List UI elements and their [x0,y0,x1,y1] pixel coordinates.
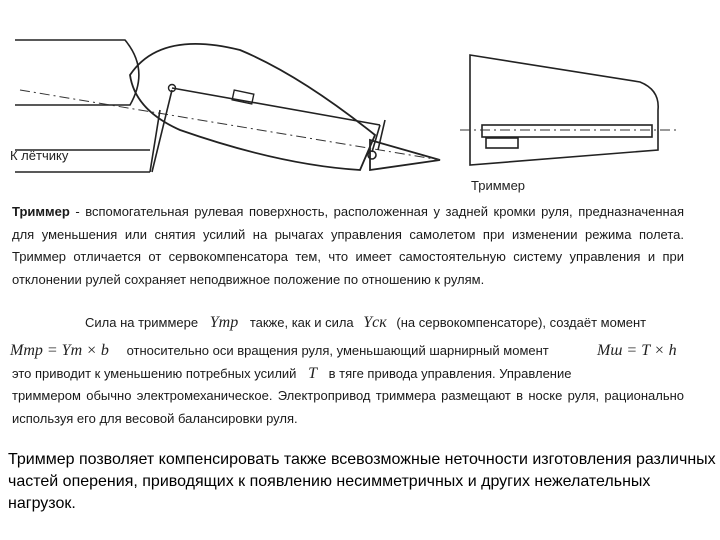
force-line [85,314,646,332]
m-tr-formula: Mтр = Yт × b [10,342,109,359]
definition-paragraph [12,201,684,291]
tail-section-view [470,55,658,165]
airfoil-outline [130,44,375,170]
trimmer-diagram [0,0,720,200]
force-part2: также, как и сила [249,315,354,330]
reduces-line [12,365,684,383]
moment-line [10,342,549,360]
conclusion-text: Триммер позволяет компенсировать также всевозможные неточности изготовления различных частей оперения, приводящих к появлению несимметричных и других нежелательных нагрузок. [8,451,716,512]
m-sh-formula-wrap [597,342,677,360]
y-tr-symbol: Yтр [209,314,239,331]
t-symbol: T [308,365,317,382]
reduces-part1: это приводит к уменьшению потребных усилий [12,366,297,381]
definition-term: Триммер [12,204,70,219]
y-sk-symbol: Yск [363,314,387,331]
force-part3: (на сервокомпенсаторе), создаёт момент [396,315,647,330]
label-trimmer: Триммер [471,178,526,193]
force-part1: Сила на триммере [85,315,199,330]
moment-text: относительно оси вращения руля, уменьшающий шарнирный момент [126,343,549,358]
electro-paragraph: триммером обычно электромеханическое. Электропривод триммера размещают в носке руля, рационально используя его для весовой балансировки руля. [12,388,684,426]
m-sh-formula: Mш = T × h [597,342,677,359]
trim-tab [370,140,440,170]
control-rod [172,88,380,125]
definition-body: - вспомогательная рулевая поверхность, расположенная у задней кромки руля, предназначенная для уменьшения или снятия усилий на рычагах управления самолетом при изменении режима полета. Триммер отличается от сервокомпенсатора тем, что имеет самостоятельную систему управления и при отклонении рулей сохраняет неподвижное положение по отношению к рулям. [12,204,684,287]
label-to-pilot: К лётчику [10,148,69,163]
reduces-part2: в тяге привода управления. Управление [328,366,572,381]
